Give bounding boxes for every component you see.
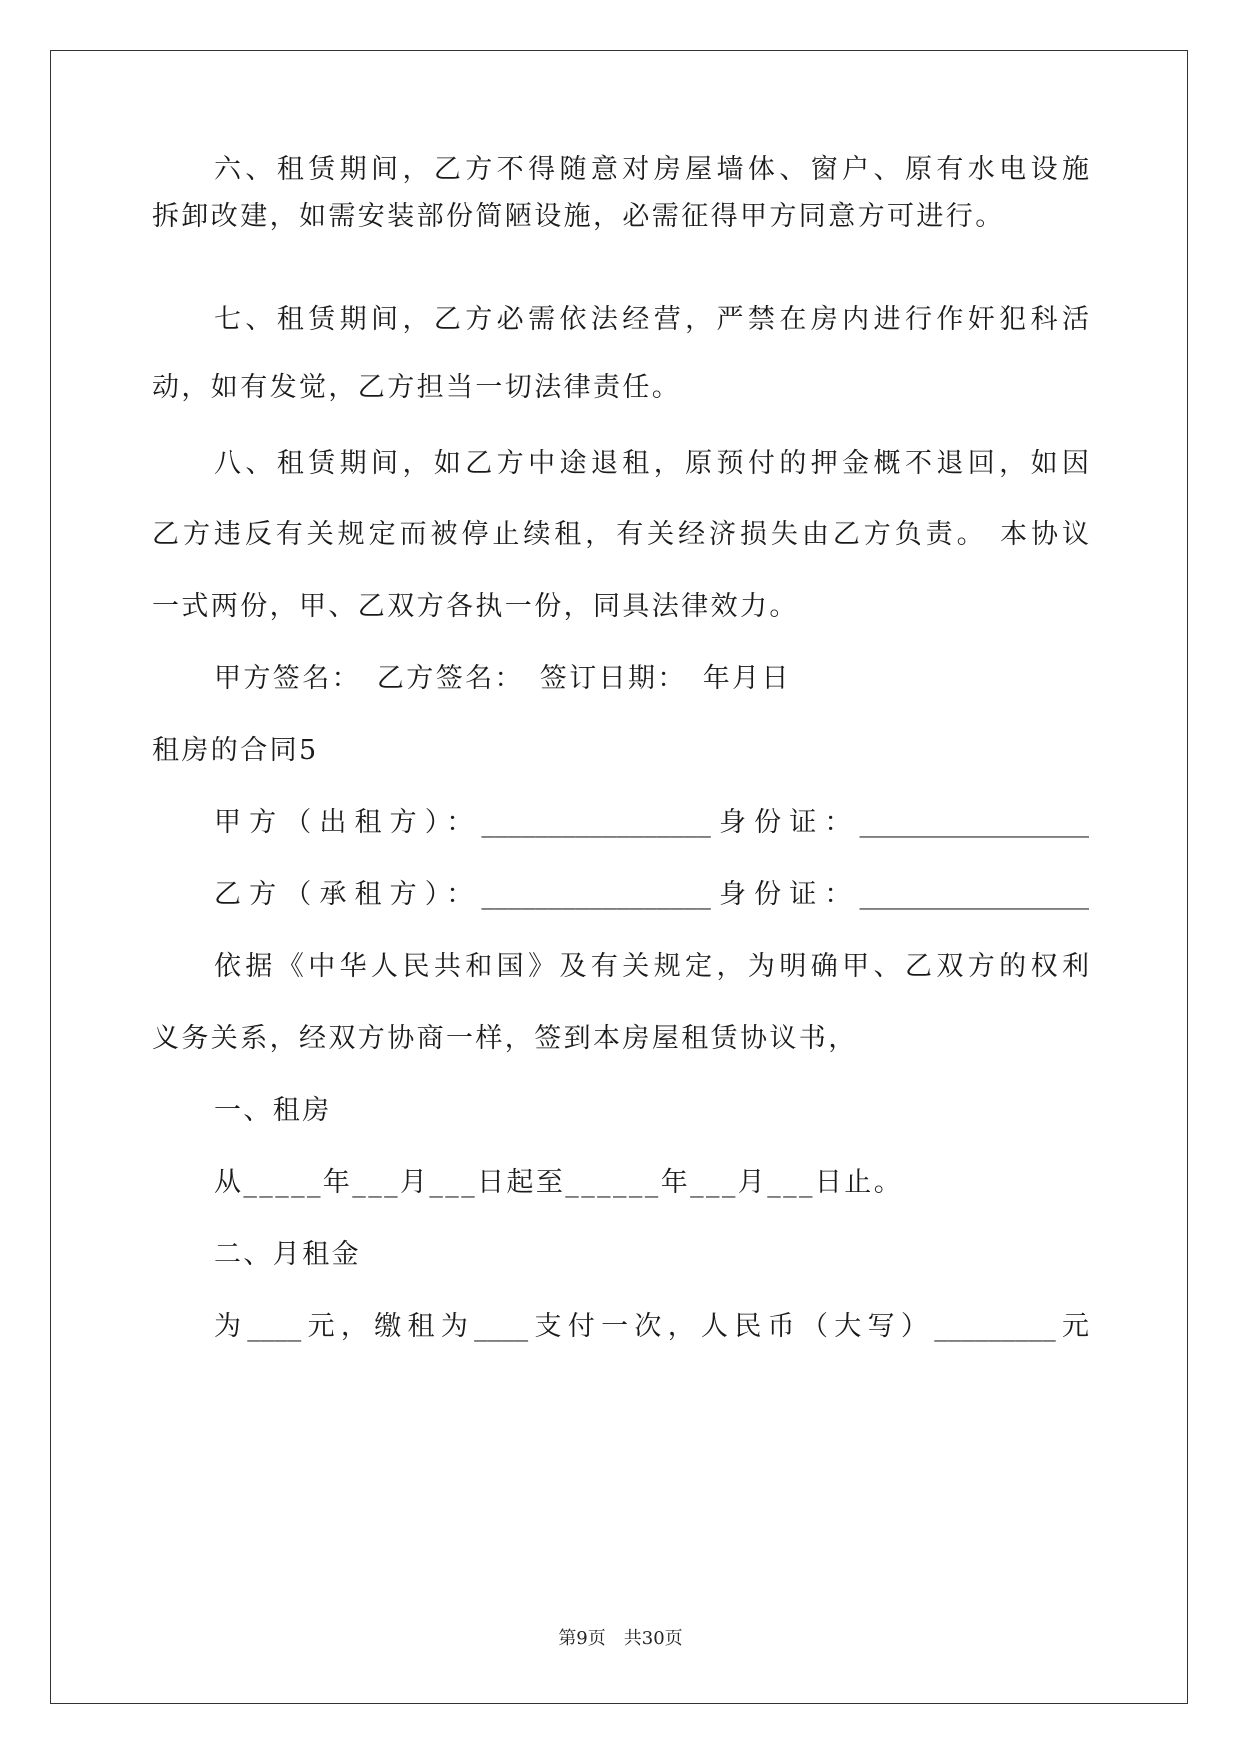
paragraph-line: 乙方违反有关规定而被停止续租，有关经济损失由乙方负责。 本协议 <box>152 519 1089 550</box>
paragraph-line: 依据《中华人民共和国》及有关规定，为明确甲、乙双方的权利 <box>214 951 1089 982</box>
page-number-footer: 第9页 共30页 <box>558 1628 683 1649</box>
paragraph-line: 动，如有发觉，乙方担当一切法律责任。 <box>152 372 682 403</box>
clause-heading: 二、月租金 <box>214 1239 361 1270</box>
paragraph-line: 七、租赁期间，乙方必需依法经营，严禁在房内进行作奸犯科活 <box>214 304 1089 335</box>
paragraph-line: 拆卸改建，如需安装部份简陋设施，必需征得甲方同意方可进行。 <box>152 201 1005 232</box>
paragraph-line: 从_____年___月___日起至______年___月___日止。 <box>214 1167 904 1198</box>
party-a-line: 甲方（出租方）：_________________身份证：_________________ <box>214 807 1089 838</box>
paragraph-line: 义务关系，经双方协商一样，签到本房屋租赁协议书， <box>152 1023 858 1054</box>
paragraph-line: 八、租赁期间，如乙方中途退租，原预付的押金概不退回，如因 <box>214 448 1089 479</box>
section-title: 租房的合同5 <box>152 735 319 766</box>
party-b-line: 乙方（承租方）：_________________身份证：_________________ <box>214 879 1089 910</box>
clause-heading: 一、租房 <box>214 1095 332 1126</box>
signature-line: 甲方签名： 乙方签名： 签订日期： 年月日 <box>214 663 791 694</box>
paragraph-line: 为____元，缴租为____支付一次，人民币（大写）_________元 <box>214 1311 1089 1342</box>
paragraph-line: 一式两份，甲、乙双方各执一份，同具法律效力。 <box>152 591 799 622</box>
paragraph-line: 六、租赁期间，乙方不得随意对房屋墙体、窗户、原有水电设施 <box>214 154 1089 185</box>
